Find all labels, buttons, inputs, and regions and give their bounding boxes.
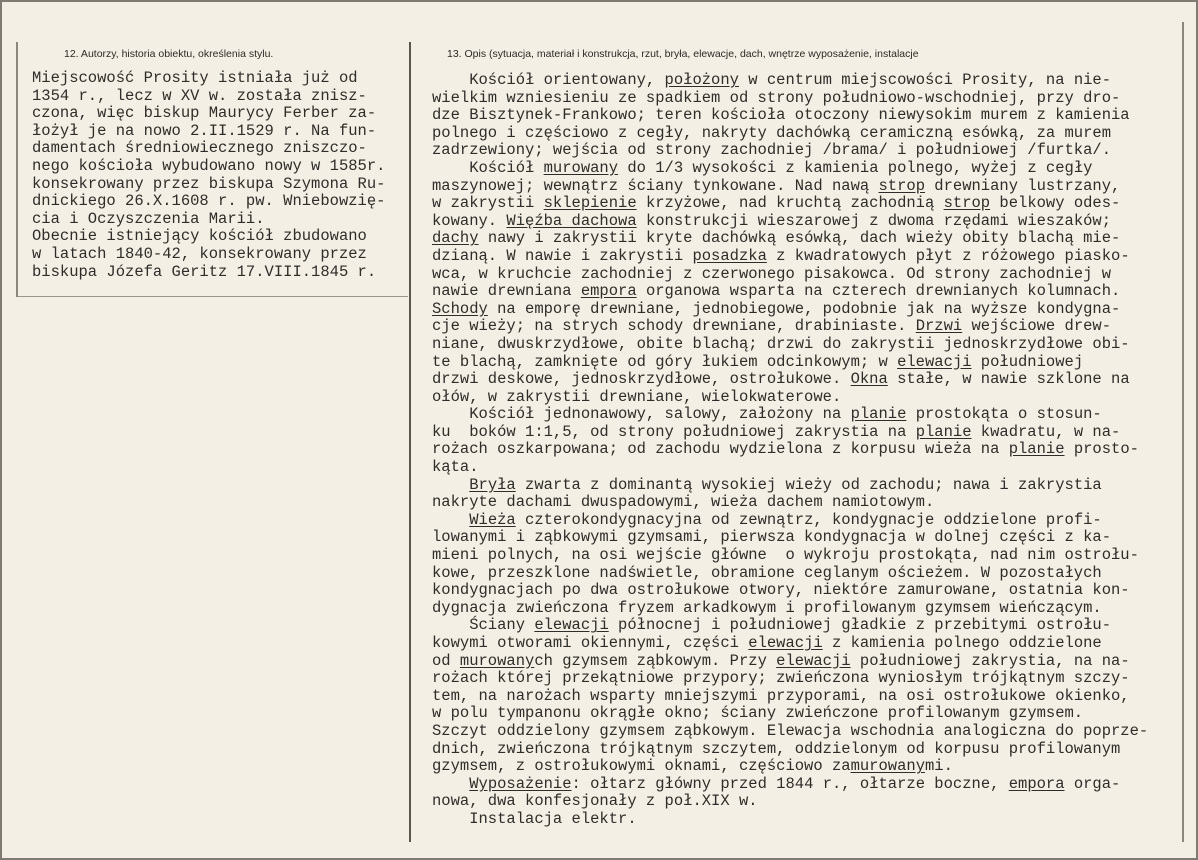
history-line: cia i Oczyszczenia Marii. xyxy=(32,209,265,228)
underlined-term: Drzwi xyxy=(915,317,963,336)
description-line: Bryła zwarta z dominantą wysokiej wieży od zachodu; nawa i zakrystia xyxy=(469,475,1102,494)
underlined-term: Bryła xyxy=(469,475,516,494)
history-line: czona, więc biskup Maurycy Ferber za- xyxy=(32,104,377,123)
left-section-header: 12. Autorzy, historia obiektu, określenia stylu. xyxy=(64,48,274,60)
underlined-term: empora xyxy=(580,282,637,301)
description-line: nawie drewniana empora organowa wsparta na czterech drewnianych kolumnach. xyxy=(432,282,1121,301)
description-line: nowa, dwa konfesjonały z poł.XIX w. xyxy=(432,792,758,811)
description-line: drzwi deskowe, jednoskrzydłowe, ostrołukowe. Okna stałe, w nawie szklone na xyxy=(432,370,1130,389)
description-line: zadrzewiony; wejścia od strony zachodniej /brama/ i południowej /furtka/. xyxy=(432,141,1112,160)
underlined-term: położony xyxy=(664,71,739,89)
description-line: kowe, przeszklone nadświetle, obramione ceglanym ościeżem. W pozostałych xyxy=(432,563,1102,582)
underlined-term: sklepienie xyxy=(543,194,637,213)
history-line: w latach 1840-42, konsekrowany przez xyxy=(32,244,367,263)
description-line: gzymsem, z ostrołukowymi oknami, częściowo zamurowanymi. xyxy=(432,757,953,776)
history-line: łożył je na nowo 2.II.1529 r. Na fun- xyxy=(32,121,377,140)
history-line: Miejscowość Prosity istniała już od xyxy=(32,69,358,87)
description-line: kąta. xyxy=(432,458,479,477)
left-box-bottom-rule xyxy=(16,296,408,297)
history-line: Obecnie istniejący kościół zbudowano xyxy=(32,227,367,246)
underlined-term: murowany xyxy=(543,158,619,177)
underlined-term: dachy xyxy=(432,229,479,248)
description-line: od murowanych gzymsem ząbkowym. Przy elewacji południowej zakrystia, na na- xyxy=(432,651,1130,670)
history-line: konsekrowany przez biskupa Szymona Ru- xyxy=(32,174,386,193)
underlined-term: Schody xyxy=(432,299,488,318)
underlined-term: Wieża xyxy=(469,510,516,529)
description-line: w polu tympanonu okrągłe okno; ściany zwieńczone profilowanym gzymsem. xyxy=(432,704,1084,723)
underlined-term: empora xyxy=(1008,774,1065,793)
description-line: ku boków 1:1,5, od strony południowej zakrystia na planie kwadratu, w na- xyxy=(432,422,1121,441)
description-text xyxy=(432,72,1148,829)
description-line: Kościół orientowany, położony w centrum miejscowości Prosity, na nie- xyxy=(432,71,1112,89)
underlined-term: Więźba dachowa xyxy=(506,211,637,230)
history-line: nego kościoła wybudowano nowy w 1585r. xyxy=(32,156,386,175)
history-line: 1354 r., lecz w XV w. została znisz- xyxy=(32,86,367,105)
description-line: kowany. Więźba dachowa konstrukcji wieszarowej z dwoma rzędami wieszaków; xyxy=(432,211,1112,230)
description-line: kondygnacjach po dwa ostrołukowe otwory, niektóre zamurowane, ostatnia kon- xyxy=(432,581,1130,600)
description-line: Ściany elewacji północnej i południowej gładkie z przebitymi ostrołu- xyxy=(432,616,1112,635)
underlined-term: planie xyxy=(1008,440,1065,459)
description-line: dze Bisztynek-Frankowo; teren kościoła otoczony niewysokim murem z kamienia xyxy=(432,106,1130,125)
underlined-term: elewacji xyxy=(534,616,609,635)
underlined-term: strop xyxy=(878,176,925,195)
left-box-edge xyxy=(16,42,18,297)
right-section-header: 13. Opis (sytuacja, materiał i konstrukcja, rzut, bryła, elewacje, dach, wnętrze wyposażenie, instalacje xyxy=(447,48,919,60)
underlined-term: murowany xyxy=(850,757,925,776)
underlined-term: elewacji xyxy=(748,634,823,652)
description-line: rożach oszkarpowana; od zachodu wydzielona z korpusu wieża na planie prosto- xyxy=(432,440,1139,459)
column-divider xyxy=(409,42,411,842)
description-line: maszynowej; wewnątrz ściany tynkowane. Nad nawą strop drewniany lustrzany, xyxy=(432,176,1121,195)
underlined-term: Okna xyxy=(850,370,888,389)
underlined-term: planie xyxy=(850,405,907,424)
underlined-term: planie xyxy=(915,422,972,441)
description-line: Wyposażenie: ołtarz główny przed 1844 r., ołtarze boczne, empora orga- xyxy=(469,774,1121,793)
description-line: polnego i częściowo z cegły, nakryty dachówką ceramiczną esówką, za murem xyxy=(432,123,1112,142)
description-line: cje wieży; na strych schody drewniane, drabiniaste. Drzwi wejściowe drew- xyxy=(432,317,1112,336)
description-line: rożach której przekątniowe przypory; zwieńczona wyniosłym trójkątnym szczy- xyxy=(432,669,1130,688)
history-line: biskupa Józefa Geritz 17.VIII.1845 r. xyxy=(32,262,377,281)
history-line: damentach średniowiecznego zniszczo- xyxy=(32,139,367,158)
description-line: Schody na emporę drewniane, jednobiegowe, podobnie jak na wyższe kondygna- xyxy=(432,299,1121,318)
description-line: niane, dwuskrzydłowe, obite blachą; drzwi do zakrystii jednoskrzydłowe obi- xyxy=(432,334,1130,353)
underlined-term: murowany xyxy=(459,651,535,670)
description-line: lowanymi i ząbkowymi gzymsami, pierwsza kondygnacja w dolnej części z ka- xyxy=(432,528,1112,547)
description-line: dygnacja zwieńczona fryzem arkadkowym i profilowanym gzymsem wieńczącym. xyxy=(432,598,1102,617)
description-line: Kościół jednonawowy, salowy, założony na planie prostokąta o stosun- xyxy=(432,405,1102,424)
description-line: Kościół murowany do 1/3 wysokości z kamienia polnego, wyżej z cegły xyxy=(432,158,1093,177)
history-text xyxy=(32,70,385,281)
description-line: tem, na narożach wsparty mniejszymi przyporami, na osi ostrołukowe okienko, xyxy=(432,686,1130,705)
description-line: Szczyt oddzielony gzymsem ząbkowym. Elewacja wschodnia analogiczna do poprze- xyxy=(432,721,1149,740)
underlined-term: posadzka xyxy=(692,246,767,265)
description-line: mieni polnych, na osi wejście główne o wykroju prostokąta, nad nim ostrołu- xyxy=(432,546,1139,565)
underlined-term: elewacji xyxy=(776,651,851,670)
description-line: dzianą. W nawie i zakrystii posadzka z kwadratowych płyt z różowego piasko- xyxy=(432,246,1130,265)
description-line: te blachą, zamknięte od góry łukiem odcinkowym; w elewacji południowej xyxy=(432,352,1084,371)
description-line: dachy nawy i zakrystii kryte dachówką esówką, dach wieży obity blachą mie- xyxy=(432,229,1121,248)
description-line: dnich, zwieńczona trójkątnym szczytem, oddzielonym od korpusu profilowanym xyxy=(432,739,1121,758)
description-line: w zakrystii sklepienie krzyżowe, nad kruchtą zachodnią strop belkowy odes- xyxy=(432,194,1121,213)
underlined-term: strop xyxy=(943,194,991,213)
description-line: wca, w kruchcie zachodniej z czerwonego pisakowca. Od strony zachodniej w xyxy=(432,264,1112,283)
description-line: nakryte dachami dwuspadowymi, wieża dachem namiotowym. xyxy=(432,493,935,512)
description-line: wielkim wzniesieniu ze spadkiem od strony południowo-wschodniej, przy dro- xyxy=(432,88,1121,107)
underlined-term: elewacji xyxy=(897,352,972,371)
description-line: kowymi otworami okiennymi, części elewacji z kamienia polnego oddzielone xyxy=(432,634,1102,652)
underlined-term: Wyposażenie xyxy=(469,774,572,793)
description-line: Instalacja elektr. xyxy=(432,809,637,828)
description-line: ołów, w zakrystii drewniane, wielokwaterowe. xyxy=(432,387,842,406)
history-line: dnickiego 26.X.1608 r. pw. Wniebowzię- xyxy=(32,192,386,211)
right-edge-rule xyxy=(1182,22,1184,842)
description-line: Wieża czterokondygnacyjna od zewnątrz, kondygnacje oddzielone profi- xyxy=(469,510,1102,529)
